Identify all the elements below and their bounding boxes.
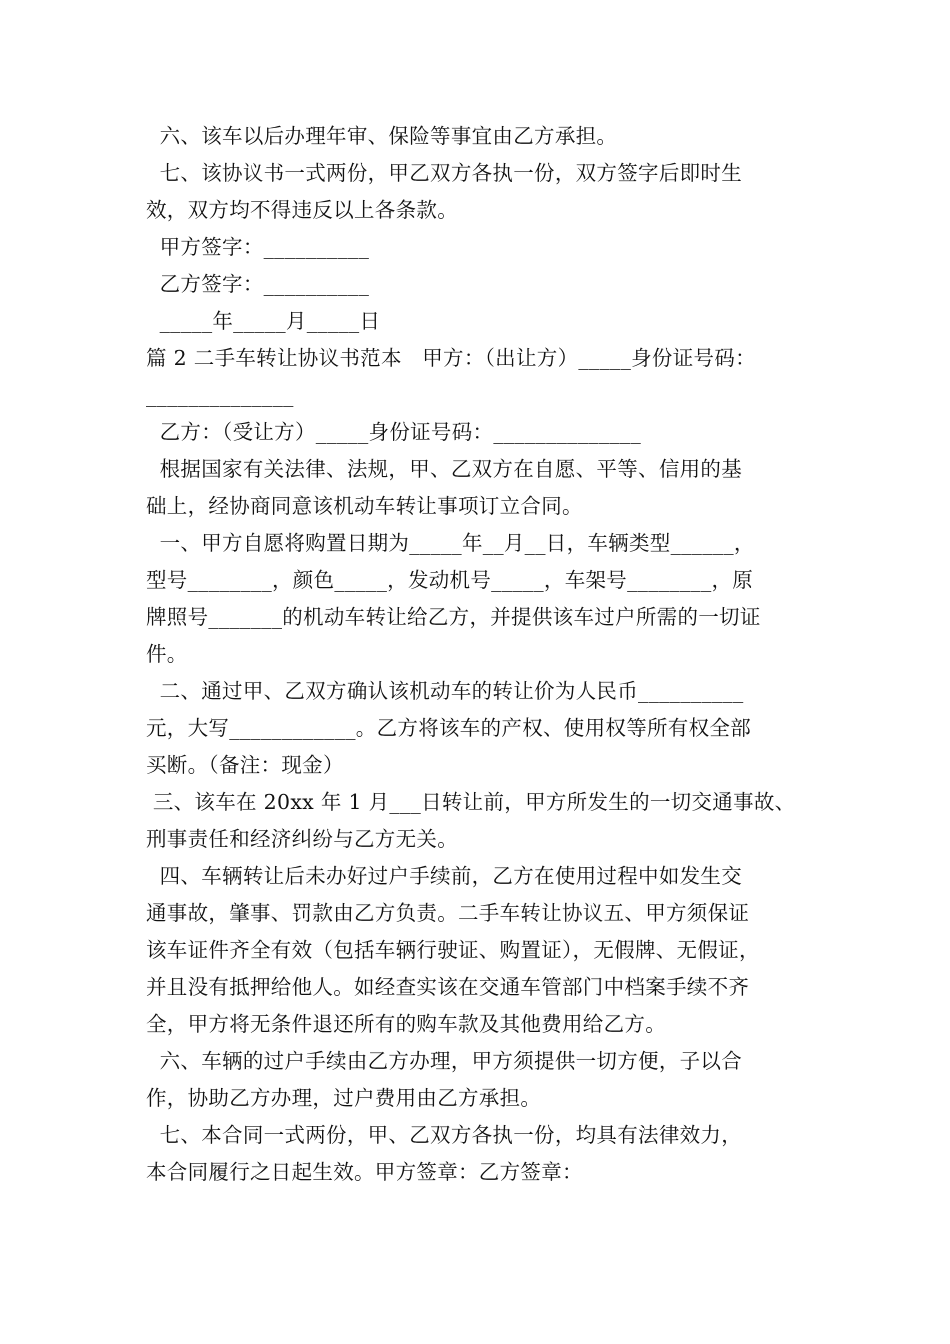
text-line: 七、本合同一式两份，甲、乙双方各执一份，均具有法律效力，: [146, 1123, 743, 1147]
date-line: _____年_____月_____日: [146, 309, 381, 333]
text-line: 件。: [146, 642, 188, 666]
text-line: 六、该车以后办理年审、保险等事宜由乙方承担。: [146, 124, 618, 148]
text-line: 并且没有抵押给他人。如经查实该在交通车管部门中档案手续不齐: [146, 975, 750, 999]
text-line: 三、该车在 20xx 年 1 月___日转让前，甲方所发生的一切交通事故、: [146, 790, 796, 814]
party-a-signature-line: 甲方签字：__________: [146, 235, 370, 259]
text-line: 通事故，肇事、罚款由乙方负责。二手车转让协议五、甲方须保证: [146, 901, 750, 925]
text-line: 乙方：（受让方）_____身份证号码：______________: [146, 420, 642, 444]
text-line: 一、甲方自愿将购置日期为_____年__月__日，车辆类型______，: [146, 531, 755, 555]
text-line: 本合同履行之日起生效。甲方签章：乙方签章：: [146, 1160, 583, 1184]
text-line: ______________: [146, 383, 294, 407]
text-line: 六、车辆的过户手续由乙方办理，甲方须提供一切方便，子以合: [146, 1049, 743, 1073]
document-body: [146, 118, 826, 1191]
text-line: 根据国家有关法律、法规，甲、乙双方在自愿、平等、信用的基: [146, 457, 743, 481]
text-line: 七、该协议书一式两份，甲乙双方各执一份，双方签字后即时生: [146, 161, 743, 185]
text-line: 四、车辆转让后未办好过户手续前，乙方在使用过程中如发生交: [146, 864, 743, 888]
party-b-signature-line: 乙方签字：__________: [146, 272, 370, 296]
text-line: 型号________，颜色_____，发动机号_____，车架号________，原: [146, 568, 754, 592]
text-line: 该车证件齐全有效（包括车辆行驶证、购置证），无假牌、无假证，: [146, 938, 760, 962]
text-line: 牌照号_______的机动车转让给乙方，并提供该车过户所需的一切证: [146, 605, 761, 629]
text-line: 二、通过甲、乙双方确认该机动车的转让价为人民币__________: [146, 679, 744, 703]
section-heading-line: 篇 2 二手车转让协议书范本 甲方：（出让方）_____身份证号码：: [146, 346, 756, 370]
text-line: 础上，经协商同意该机动车转让事项订立合同。: [146, 494, 583, 518]
text-line: 全，甲方将无条件退还所有的购车款及其他费用给乙方。: [146, 1012, 666, 1036]
text-line: 作，协助乙方办理，过户费用由乙方承担。: [146, 1086, 542, 1110]
text-line: 元，大写____________。乙方将该车的产权、使用权等所有权全部: [146, 716, 751, 740]
text-line: 效，双方均不得违反以上各条款。: [146, 198, 458, 222]
text-line: 买断。（备注：现金）: [146, 753, 344, 777]
text-line: 刑事责任和经济纠纷与乙方无关。: [146, 827, 458, 851]
